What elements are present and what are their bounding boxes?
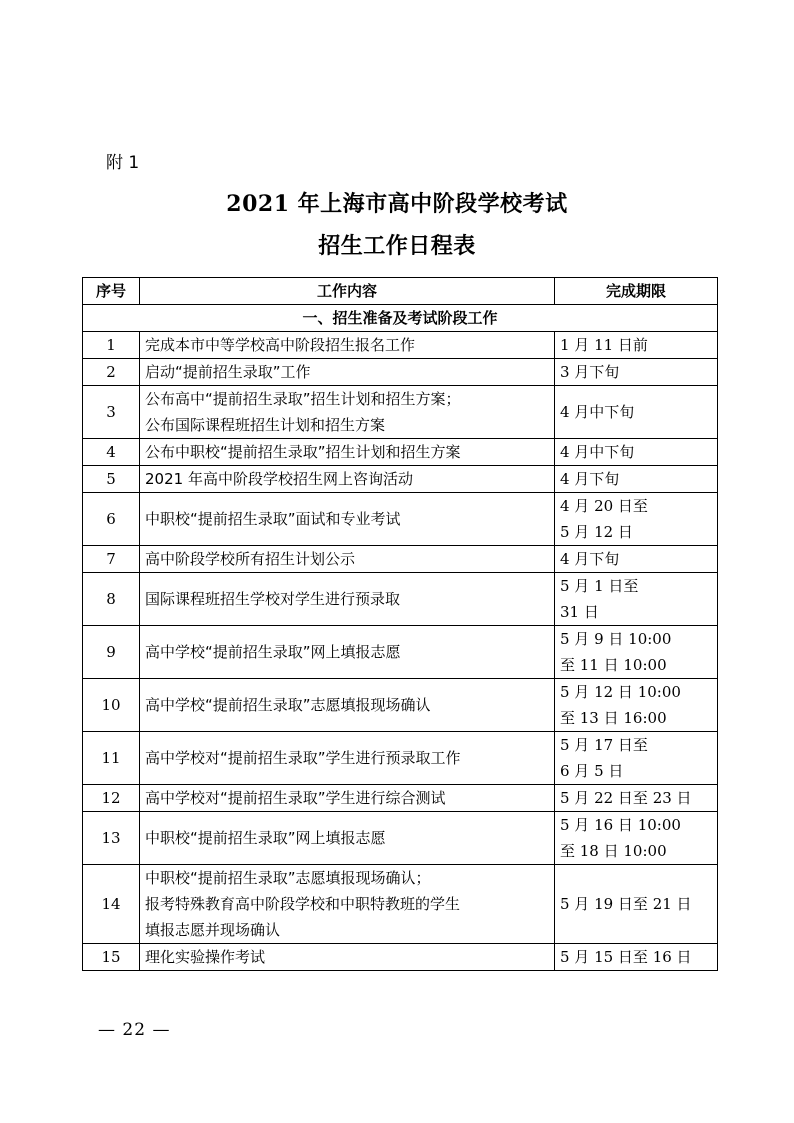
row-content <box>140 944 555 971</box>
row-content-line: 公布高中“提前招生录取”招生计划和招生方案； <box>145 390 461 408</box>
section-row <box>83 305 718 332</box>
table-row <box>83 332 718 359</box>
attachment-label: 附 1 <box>106 153 140 173</box>
row-deadline-line: 4 月中下旬 <box>560 443 635 461</box>
row-deadline <box>555 573 718 626</box>
row-deadline <box>555 679 718 732</box>
table-row <box>83 439 718 466</box>
row-seq: 6 <box>83 493 140 546</box>
row-content <box>140 626 555 679</box>
row-deadline-line: 4 月下旬 <box>560 550 620 568</box>
header-deadline: 完成期限 <box>555 278 718 305</box>
row-deadline-line: 5 月 12 日 <box>560 523 633 541</box>
row-content-line: 国际课程班招生学校对学生进行预录取 <box>145 590 401 608</box>
row-deadline <box>555 812 718 865</box>
row-deadline <box>555 785 718 812</box>
row-seq: 10 <box>83 679 140 732</box>
row-deadline-line: 31 日 <box>560 603 599 621</box>
table-row <box>83 732 718 785</box>
table-header-row <box>83 278 718 305</box>
row-deadline-line: 1 月 11 日前 <box>560 336 648 354</box>
row-seq: 8 <box>83 573 140 626</box>
row-deadline <box>555 732 718 785</box>
schedule-table <box>82 277 718 971</box>
row-deadline-line: 5 月 9 日 10:00 <box>560 630 672 648</box>
row-deadline-line: 6 月 5 日 <box>560 762 624 780</box>
row-deadline-line: 至 18 日 10:00 <box>560 842 667 860</box>
row-deadline-line: 至 11 日 10:00 <box>560 656 667 674</box>
table-row <box>83 359 718 386</box>
row-seq: 9 <box>83 626 140 679</box>
row-content-line: 2021 年高中阶段学校招生网上咨询活动 <box>145 470 413 488</box>
row-deadline <box>555 865 718 944</box>
row-content <box>140 732 555 785</box>
header-content: 工作内容 <box>140 278 555 305</box>
row-deadline-line: 5 月 17 日至 <box>560 736 648 754</box>
table-row <box>83 466 718 493</box>
row-deadline-line: 4 月 20 日至 <box>560 497 648 515</box>
row-deadline <box>555 439 718 466</box>
row-content <box>140 546 555 573</box>
row-deadline-line: 5 月 12 日 10:00 <box>560 683 681 701</box>
table-row <box>83 546 718 573</box>
row-seq: 5 <box>83 466 140 493</box>
document-title-line2: 招生工作日程表 <box>318 233 476 259</box>
table-row <box>83 386 718 439</box>
row-content <box>140 439 555 466</box>
row-deadline <box>555 944 718 971</box>
row-deadline <box>555 386 718 439</box>
row-content-line: 报考特殊教育高中阶段学校和中职特教班的学生 <box>145 895 461 913</box>
section-title: 一、招生准备及考试阶段工作 <box>83 305 718 332</box>
table-row <box>83 865 718 944</box>
table-row <box>83 679 718 732</box>
row-deadline <box>555 332 718 359</box>
row-seq: 15 <box>83 944 140 971</box>
page-number: — 22 — <box>98 1020 171 1040</box>
row-content <box>140 386 555 439</box>
row-deadline-line: 5 月 22 日至 23 日 <box>560 789 692 807</box>
row-seq: 11 <box>83 732 140 785</box>
row-deadline <box>555 359 718 386</box>
row-deadline <box>555 626 718 679</box>
row-deadline <box>555 546 718 573</box>
row-deadline <box>555 493 718 546</box>
document-title-line1: 2021 年上海市高中阶段学校考试 <box>226 191 568 217</box>
row-content-line: 完成本市中等学校高中阶段招生报名工作 <box>145 336 416 354</box>
row-content-line: 高中学校“提前招生录取”网上填报志愿 <box>145 643 401 661</box>
row-content <box>140 679 555 732</box>
row-content-line: 高中学校“提前招生录取”志愿填报现场确认 <box>145 696 431 714</box>
row-content-line: 公布国际课程班招生计划和招生方案 <box>145 416 386 434</box>
row-deadline-line: 4 月中下旬 <box>560 403 635 421</box>
row-content-line: 高中学校对“提前招生录取”学生进行综合测试 <box>145 789 446 807</box>
row-content <box>140 466 555 493</box>
table-row <box>83 944 718 971</box>
row-deadline-line: 5 月 1 日至 <box>560 577 639 595</box>
row-content-line: 填报志愿并现场确认 <box>145 921 281 939</box>
row-deadline-line: 至 13 日 16:00 <box>560 709 667 727</box>
row-seq: 4 <box>83 439 140 466</box>
table-row <box>83 785 718 812</box>
row-content-line: 中职校“提前招生录取”志愿填报现场确认； <box>145 869 431 887</box>
row-deadline-line: 5 月 15 日至 16 日 <box>560 948 692 966</box>
table-row <box>83 573 718 626</box>
row-seq: 14 <box>83 865 140 944</box>
row-deadline-line: 5 月 16 日 10:00 <box>560 816 681 834</box>
row-content-line: 启动“提前招生录取”工作 <box>145 363 311 381</box>
row-content <box>140 332 555 359</box>
table-row <box>83 493 718 546</box>
row-deadline-line: 3 月下旬 <box>560 363 620 381</box>
row-deadline-line: 4 月下旬 <box>560 470 620 488</box>
row-content-line: 中职校“提前招生录取”网上填报志愿 <box>145 829 386 847</box>
row-deadline-line: 5 月 19 日至 21 日 <box>560 895 692 913</box>
row-seq: 2 <box>83 359 140 386</box>
header-seq: 序号 <box>83 278 140 305</box>
row-seq: 1 <box>83 332 140 359</box>
row-content <box>140 785 555 812</box>
row-seq: 3 <box>83 386 140 439</box>
row-content-line: 中职校“提前招生录取”面试和专业考试 <box>145 510 401 528</box>
row-content-line: 高中阶段学校所有招生计划公示 <box>145 550 356 568</box>
row-seq: 7 <box>83 546 140 573</box>
row-content <box>140 865 555 944</box>
row-deadline <box>555 466 718 493</box>
row-content-line: 理化实验操作考试 <box>145 948 266 966</box>
row-content-line: 高中学校对“提前招生录取”学生进行预录取工作 <box>145 749 461 767</box>
row-content <box>140 573 555 626</box>
row-content <box>140 493 555 546</box>
row-content <box>140 359 555 386</box>
row-content-line: 公布中职校“提前招生录取”招生计划和招生方案 <box>145 443 461 461</box>
row-seq: 12 <box>83 785 140 812</box>
row-content <box>140 812 555 865</box>
table-row <box>83 812 718 865</box>
row-seq: 13 <box>83 812 140 865</box>
table-row <box>83 626 718 679</box>
